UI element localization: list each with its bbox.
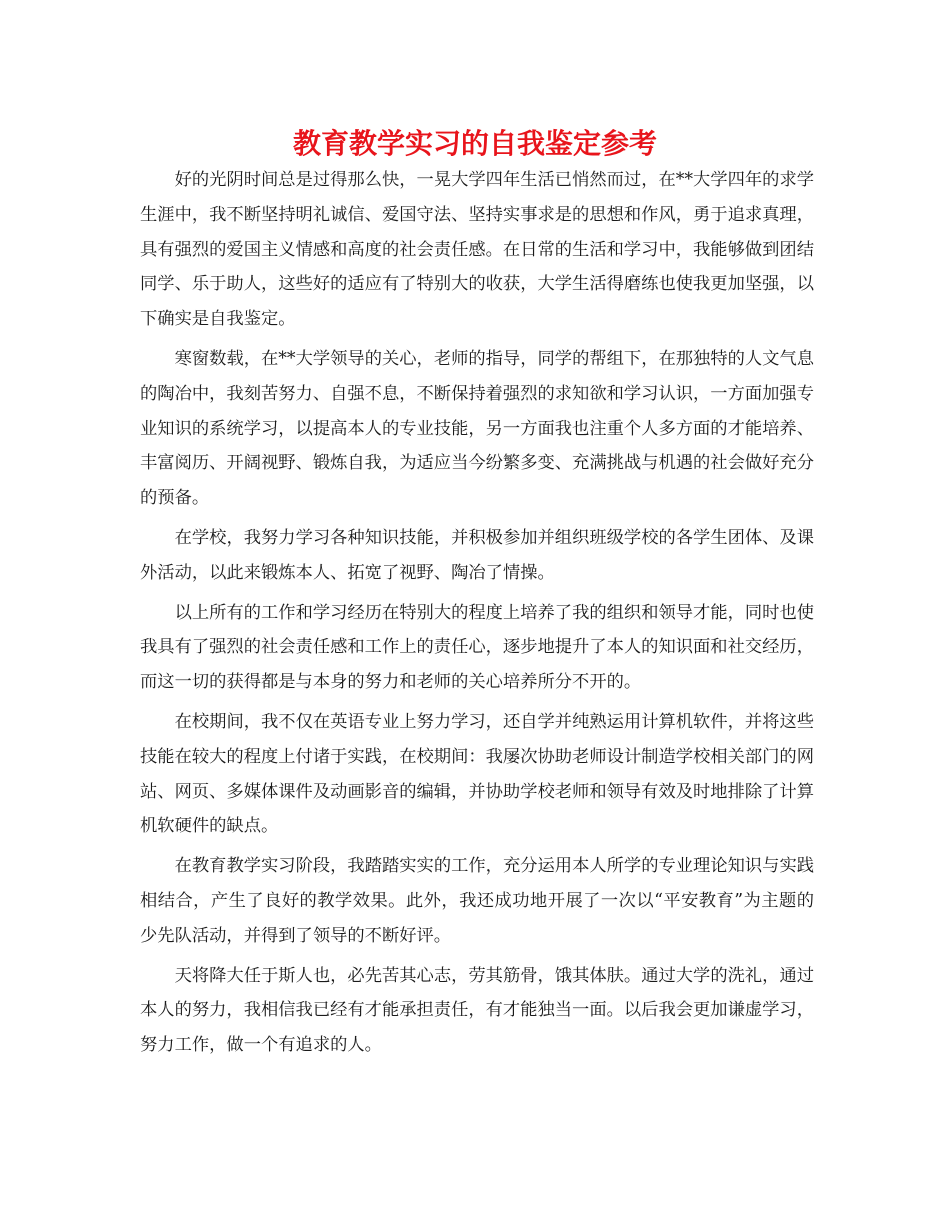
paragraph-2: 寒窗数载，在**大学领导的关心，老师的指导，同学的帮组下，在那独特的人文气息的陶冶中，我刻苦努力、自强不息，不断保持着强烈的求知欲和学习认识，一方面加强专业知识的系统学习，以提高本人的专业技能，另一方面我也注重个人多方面的才能培养、丰富阅历、开阔视野、锻炼自我，为适应当今纷繁多变、充满挑战与机遇的社会做好充分的预备。 <box>140 348 815 509</box>
paragraph-4: 以上所有的工作和学习经历在特别大的程度上培养了我的组织和领导才能，同时也使我具有了强烈的社会责任感和工作上的责任心，逐步地提升了本人的知识面和社交经历，而这一切的获得都是与本身的努力和老师的关心培养所分不开的。 <box>140 602 815 693</box>
paragraph-5: 在校期间，我不仅在英语专业上努力学习，还自学并纯熟运用计算机软件，并将这些技能在较大的程度上付诸于实践，在校期间：我屡次协助老师设计制造学校相关部门的网站、网页、多媒体课件及动画影音的编辑，并协助学校老师和领导有效及时地排除了计算机软硬件的缺点。 <box>140 711 815 837</box>
document-body <box>140 163 814 1068</box>
paragraph-1: 好的光阴时间总是过得那么快，一晃大学四年生活已悄然而过，在**大学四年的求学生涯中，我不断坚持明礼诚信、爱国守法、坚持实事求是的思想和作风，勇于追求真理，具有强烈的爱国主义情感和高度的社会责任感。在日常的生活和学习中，我能够做到团结同学、乐于助人，这些好的适应有了特别大的收获，大学生活得磨练也使我更加坚强，以下确实是自我鉴定。 <box>140 170 815 330</box>
document-title: 教育教学实习的自我鉴定参考 <box>292 127 657 160</box>
paragraph-3: 在学校，我努力学习各种知识技能，并积极参加并组织班级学校的各学生团体、及课外活动，以此来锻炼本人、拓宽了视野、陶冶了情操。 <box>140 527 815 583</box>
paragraph-7: 天将降大任于斯人也，必先苦其心志，劳其筋骨，饿其体肤。通过大学的洗礼，通过本人的努力，我相信我已经有才能承担责任，有才能独当一面。以后我会更加谦虚学习，努力工作，做一个有追求的人。 <box>140 965 815 1056</box>
paragraph-6: 在教育教学实习阶段，我踏踏实实的工作，充分运用本人所学的专业理论知识与实践相结合，产生了良好的教学效果。此外，我还成功地开展了一次以“平安教育”为主题的少先队活动，并得到了领导的不断好评。 <box>140 856 815 946</box>
